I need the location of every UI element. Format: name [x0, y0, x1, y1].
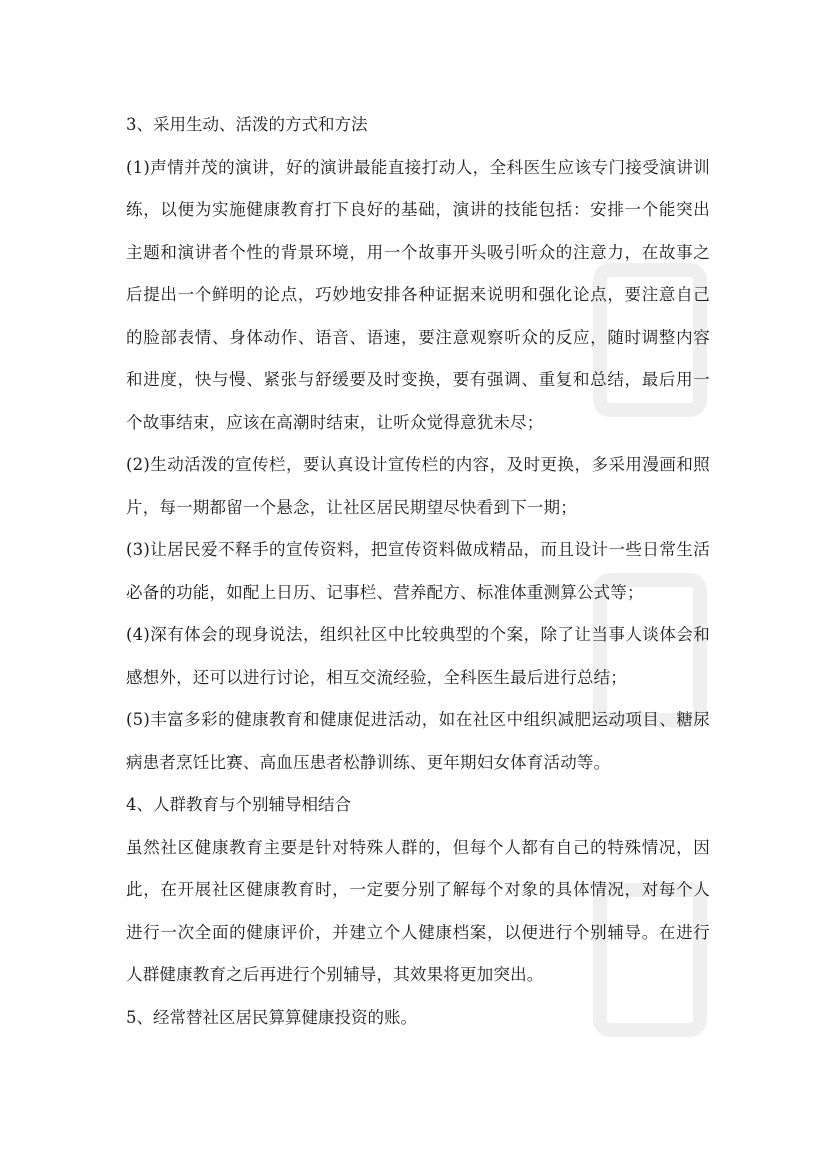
section-3-item-2: (2)生动活泼的宣传栏，要认真设计宣传栏的内容，及时更换，多采用漫画和照片，每一期都留一个悬念，让社区居民期望尽快看到下一期； — [126, 455, 710, 517]
section-3-item-5: (5)丰富多彩的健康教育和健康促进活动，如在社区中组织减肥运动项目、糖尿病患者烹饪比赛、高血压患者松静训练、更年期妇女体育活动等。 — [126, 710, 710, 772]
section-3-item-4: (4)深有体会的现身说法，组织社区中比较典型的个案，除了让当事人谈体会和感想外，还可以进行讨论，相互交流经验，全科医生最后进行总结； — [126, 625, 710, 687]
section-3-item-3: (3)让居民爱不释手的宣传资料，把宣传资料做成精品，而且设计一些日常生活必备的功能，如配上日历、记事栏、营养配方、标准体重测算公式等； — [126, 540, 710, 602]
document-page — [126, 104, 710, 1039]
section-4-heading: 4、人群教育与个别辅导相结合 — [126, 795, 351, 814]
section-5-heading: 5、经常替社区居民算算健康投资的账。 — [126, 1007, 417, 1027]
section-4-body: 虽然社区健康教育主要是针对特殊人群的，但每个人都有自己的特殊情况，因此，在开展社区健康教育时，一定要分别了解每个对象的具体情况，对每个人进行一次全面的健康评价，并建立个人健康档案，以便进行个别辅导。在进行人群健康教育之后再进行个别辅导，其效果将更加突出。 — [126, 837, 710, 984]
section-3-heading: 3、采用生动、活泼的方式和方法 — [126, 115, 368, 134]
section-3-item-1: (1)声情并茂的演讲，好的演讲最能直接打动人，全科医生应该专门接受演讲训练，以便为实施健康教育打下良好的基础，演讲的技能包括：安排一个能突出主题和演讲者个性的背景环境，用一个故事开头吸引听众的注意力，在故事之后提出一个鲜明的论点，巧妙地安排各种证据来说明和强化论点，要注意自己的脸部表情、身体动作、语音、语速，要注意观察听众的反应，随时调整内容和进度，快与慢、紧张与舒缓要及时变换，要有强调、重复和总结，最后用一个故事结束，应该在高潮时结束，让听众觉得意犹未尽； — [126, 157, 710, 432]
